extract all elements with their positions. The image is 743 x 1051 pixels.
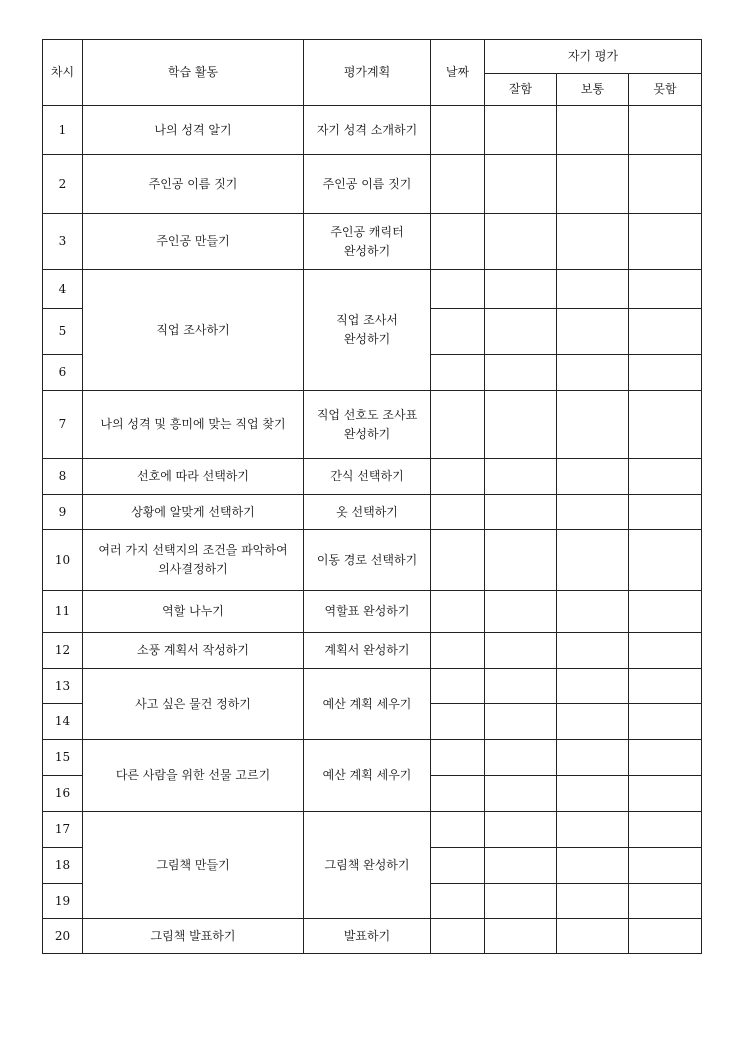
activity-cell [83, 530, 304, 591]
session-number: 16 [43, 776, 83, 812]
evaluation-plan-cell [304, 270, 431, 391]
evaluation-plan-cell: 옷 선택하기 [304, 495, 431, 530]
activity-cell: 나의 성격 및 흥미에 맞는 직업 찾기 [83, 391, 304, 459]
self-eval-good-cell[interactable] [485, 884, 557, 919]
activity-cell: 직업 조사하기 [83, 270, 304, 391]
activity-cell: 상황에 알맞게 선택하기 [83, 495, 304, 530]
self-eval-poor-cell[interactable] [629, 530, 702, 591]
self-eval-good-cell[interactable] [485, 495, 557, 530]
self-eval-average-cell[interactable] [557, 355, 629, 391]
table-row [43, 459, 702, 495]
self-eval-average-cell[interactable] [557, 106, 629, 155]
evaluation-plan-cell: 예산 계획 세우기 [304, 669, 431, 740]
date-cell[interactable] [431, 270, 485, 309]
date-cell[interactable] [431, 495, 485, 530]
self-eval-poor-cell[interactable] [629, 309, 702, 355]
date-cell[interactable] [431, 155, 485, 214]
evaluation-plan-cell: 발표하기 [304, 919, 431, 954]
header-good: 잘함 [485, 74, 557, 106]
table-row [43, 495, 702, 530]
session-number: 18 [43, 848, 83, 884]
self-eval-good-cell[interactable] [485, 106, 557, 155]
header-average: 보통 [557, 74, 629, 106]
table-row [43, 812, 702, 848]
evaluation-plan-cell: 주인공 이름 짓기 [304, 155, 431, 214]
session-number: 1 [43, 106, 83, 155]
activity-cell: 주인공 이름 짓기 [83, 155, 304, 214]
date-cell[interactable] [431, 591, 485, 633]
self-eval-poor-cell[interactable] [629, 391, 702, 459]
activity-cell: 사고 싶은 물건 정하기 [83, 669, 304, 740]
session-number: 11 [43, 591, 83, 633]
session-number: 3 [43, 214, 83, 270]
evaluation-plan-line: 직업 조사서 [336, 313, 398, 327]
date-cell[interactable] [431, 884, 485, 919]
date-cell[interactable] [431, 848, 485, 884]
evaluation-plan-line: 주인공 캐릭터 [330, 224, 404, 239]
date-cell[interactable] [431, 704, 485, 740]
activity-cell: 다른 사람을 위한 선물 고르기 [83, 740, 304, 812]
self-eval-average-cell[interactable] [557, 884, 629, 919]
self-eval-poor-cell[interactable] [629, 919, 702, 954]
evaluation-plan-line: 완성하기 [343, 243, 391, 258]
session-number: 14 [43, 704, 83, 740]
self-eval-average-cell[interactable] [557, 309, 629, 355]
self-eval-good-cell[interactable] [485, 776, 557, 812]
self-eval-poor-cell[interactable] [629, 669, 702, 704]
date-cell[interactable] [431, 776, 485, 812]
self-eval-poor-cell[interactable] [629, 270, 702, 309]
self-eval-good-cell[interactable] [485, 591, 557, 633]
session-number: 2 [43, 155, 83, 214]
self-eval-good-cell[interactable] [485, 530, 557, 591]
date-cell[interactable] [431, 355, 485, 391]
activity-cell: 소풍 계획서 작성하기 [83, 633, 304, 669]
table-row [43, 106, 702, 155]
date-cell[interactable] [431, 633, 485, 669]
session-number: 7 [43, 391, 83, 459]
evaluation-plan-cell: 계획서 완성하기 [304, 633, 431, 669]
table-row [43, 391, 702, 459]
date-cell[interactable] [431, 214, 485, 270]
date-cell[interactable] [431, 530, 485, 591]
activity-cell: 나의 성격 알기 [83, 106, 304, 155]
self-eval-average-cell[interactable] [557, 495, 629, 530]
self-eval-average-cell[interactable] [557, 530, 629, 591]
date-cell[interactable] [431, 669, 485, 704]
activity-cell: 선호에 따라 선택하기 [83, 459, 304, 495]
self-eval-average-cell[interactable] [557, 155, 629, 214]
self-eval-poor-cell[interactable] [629, 495, 702, 530]
self-eval-good-cell[interactable] [485, 309, 557, 355]
activity-line: 의사결정하기 [158, 562, 228, 576]
table-row [43, 591, 702, 633]
date-cell[interactable] [431, 740, 485, 776]
evaluation-plan-cell [304, 391, 431, 459]
session-number: 5 [43, 309, 83, 355]
self-eval-poor-cell[interactable] [629, 633, 702, 669]
self-eval-average-cell[interactable] [557, 812, 629, 848]
table-row [43, 530, 702, 591]
evaluation-plan-cell: 예산 계획 세우기 [304, 740, 431, 812]
date-cell[interactable] [431, 309, 485, 355]
evaluation-plan-cell: 간식 선택하기 [304, 459, 431, 495]
evaluation-plan-cell: 자기 성격 소개하기 [304, 106, 431, 155]
table-row [43, 740, 702, 776]
self-eval-average-cell[interactable] [557, 848, 629, 884]
self-eval-average-cell[interactable] [557, 214, 629, 270]
date-cell[interactable] [431, 919, 485, 954]
table-row [43, 919, 702, 954]
self-eval-good-cell[interactable] [485, 270, 557, 309]
header-date: 날짜 [431, 40, 485, 106]
table-row [43, 669, 702, 704]
session-number: 17 [43, 812, 83, 848]
self-eval-poor-cell[interactable] [629, 106, 702, 155]
self-eval-good-cell[interactable] [485, 459, 557, 495]
self-eval-poor-cell[interactable] [629, 704, 702, 740]
self-eval-poor-cell[interactable] [629, 848, 702, 884]
self-eval-average-cell[interactable] [557, 633, 629, 669]
self-eval-good-cell[interactable] [485, 740, 557, 776]
self-eval-good-cell[interactable] [485, 704, 557, 740]
evaluation-plan-line: 완성하기 [343, 332, 391, 346]
table-row [43, 270, 702, 309]
date-cell[interactable] [431, 812, 485, 848]
self-eval-average-cell[interactable] [557, 459, 629, 495]
self-eval-poor-cell[interactable] [629, 884, 702, 919]
evaluation-plan-cell: 그림책 완성하기 [304, 812, 431, 919]
evaluation-plan-cell [304, 214, 431, 270]
session-number: 6 [43, 355, 83, 391]
self-eval-poor-cell[interactable] [629, 591, 702, 633]
self-eval-good-cell[interactable] [485, 391, 557, 459]
self-eval-good-cell[interactable] [485, 848, 557, 884]
activity-cell: 역할 나누기 [83, 591, 304, 633]
session-number: 8 [43, 459, 83, 495]
self-eval-average-cell[interactable] [557, 704, 629, 740]
self-eval-average-cell[interactable] [557, 740, 629, 776]
self-eval-poor-cell[interactable] [629, 459, 702, 495]
self-eval-good-cell[interactable] [485, 669, 557, 704]
self-eval-poor-cell[interactable] [629, 740, 702, 776]
self-eval-average-cell[interactable] [557, 669, 629, 704]
self-eval-poor-cell[interactable] [629, 776, 702, 812]
session-number: 15 [43, 740, 83, 776]
activity-cell: 주인공 만들기 [83, 214, 304, 270]
self-eval-poor-cell[interactable] [629, 214, 702, 270]
evaluation-plan-line: 직업 선호도 조사표 [316, 407, 418, 422]
session-number: 9 [43, 495, 83, 530]
session-number: 10 [43, 530, 83, 591]
table-row [43, 155, 702, 214]
header-session: 차시 [43, 40, 83, 106]
header-evaluation-plan: 평가계획 [304, 40, 431, 106]
self-eval-good-cell[interactable] [485, 214, 557, 270]
date-cell[interactable] [431, 391, 485, 459]
self-eval-good-cell[interactable] [485, 633, 557, 669]
session-number: 12 [43, 633, 83, 669]
evaluation-plan-cell: 역할표 완성하기 [304, 591, 431, 633]
table-row [43, 214, 702, 270]
session-number: 4 [43, 270, 83, 309]
self-eval-poor-cell[interactable] [629, 812, 702, 848]
lesson-plan-table [42, 39, 702, 954]
header-poor: 못함 [629, 74, 702, 106]
session-number: 20 [43, 919, 83, 954]
self-eval-average-cell[interactable] [557, 591, 629, 633]
self-eval-average-cell[interactable] [557, 270, 629, 309]
self-eval-good-cell[interactable] [485, 355, 557, 391]
self-eval-good-cell[interactable] [485, 812, 557, 848]
table-row [43, 633, 702, 669]
activity-cell: 그림책 발표하기 [83, 919, 304, 954]
self-eval-poor-cell[interactable] [629, 155, 702, 214]
header-self-evaluation: 자기 평가 [485, 40, 702, 74]
activity-cell: 그림책 만들기 [83, 812, 304, 919]
date-cell[interactable] [431, 459, 485, 495]
session-number: 13 [43, 669, 83, 704]
activity-line: 여러 가지 선택지의 조건을 파악하여 [98, 543, 288, 557]
header-activity: 학습 활동 [83, 40, 304, 106]
session-number: 19 [43, 884, 83, 919]
evaluation-plan-cell: 이동 경로 선택하기 [304, 530, 431, 591]
self-eval-good-cell[interactable] [485, 155, 557, 214]
self-eval-average-cell[interactable] [557, 919, 629, 954]
self-eval-poor-cell[interactable] [629, 355, 702, 391]
self-eval-average-cell[interactable] [557, 776, 629, 812]
self-eval-good-cell[interactable] [485, 919, 557, 954]
date-cell[interactable] [431, 106, 485, 155]
self-eval-average-cell[interactable] [557, 391, 629, 459]
evaluation-plan-line: 완성하기 [343, 426, 391, 441]
